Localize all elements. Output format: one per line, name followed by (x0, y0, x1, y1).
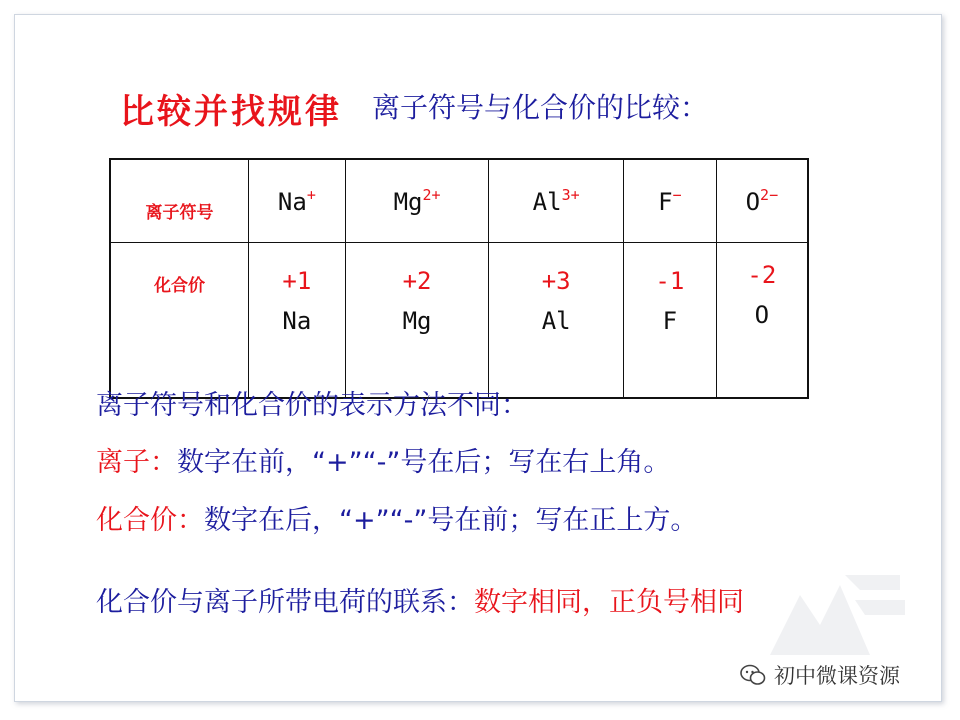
ion-cell-o (716, 159, 808, 243)
slide-subheading: 离子符号与化合价的比较： (372, 91, 709, 124)
valence-value: +1 (282, 267, 312, 295)
comparison-table (109, 158, 809, 399)
ion-charge: + (306, 186, 316, 204)
element-symbol: Al (541, 307, 571, 335)
ion-symbol-row (110, 159, 808, 243)
valence-row (110, 243, 808, 399)
valence-cell-al (489, 243, 624, 399)
valence-cell-na (249, 243, 346, 399)
ion-rule-label: 离子： (96, 447, 177, 478)
ion-cell-al (489, 159, 624, 243)
ion-base: F (658, 188, 673, 216)
ion-base: O (745, 188, 761, 216)
ion-charge: 2− (760, 186, 779, 204)
ion-charge: 2+ (422, 186, 441, 204)
valence-rule-line (96, 498, 697, 537)
ion-charge: 3+ (561, 186, 580, 204)
relationship-emphasis: 数字相同，正负号相同 (474, 587, 744, 618)
ion-rule-text: 数字在前，“+”“-”号在后；写在右上角。 (177, 447, 671, 478)
watermark-logo-icon (760, 555, 910, 665)
watermark-credit-text: 初中微课资源 (774, 664, 900, 688)
ion-cell-mg (345, 159, 489, 243)
valence-value: +3 (541, 267, 571, 295)
ion-base: Mg (393, 188, 423, 216)
row-label-valence: 化合价 (110, 243, 249, 399)
valence-value: -2 (747, 261, 777, 289)
valence-cell-o (716, 243, 808, 399)
valence-cell-f (623, 243, 716, 399)
relationship-prefix: 化合价与离子所带电荷的联系： (96, 587, 474, 618)
row-label-ion-symbol: 离子符号 (110, 159, 249, 243)
ion-rule-line (96, 440, 670, 479)
ion-cell-na (249, 159, 346, 243)
chat-bubble-icon (740, 664, 766, 686)
valence-rule-text: 数字在后，“+”“-”号在前；写在正上方。 (204, 505, 698, 536)
difference-intro: 离子符号和化合价的表示方法不同： (96, 390, 528, 421)
ion-charge: − (672, 186, 682, 204)
valence-cell-mg (345, 243, 489, 399)
valence-value: -1 (655, 267, 685, 295)
slide-heading: 比较并找规律 (120, 92, 342, 132)
watermark-credit (740, 660, 900, 690)
relationship-line (96, 580, 744, 619)
valence-rule-label: 化合价： (96, 505, 204, 536)
element-symbol: Na (282, 307, 312, 335)
ion-cell-f (623, 159, 716, 243)
valence-value: +2 (402, 267, 432, 295)
ion-base: Al (532, 188, 562, 216)
element-symbol: O (754, 301, 770, 329)
ion-base: Na (277, 188, 307, 216)
element-symbol: Mg (402, 307, 432, 335)
element-symbol: F (662, 307, 678, 335)
